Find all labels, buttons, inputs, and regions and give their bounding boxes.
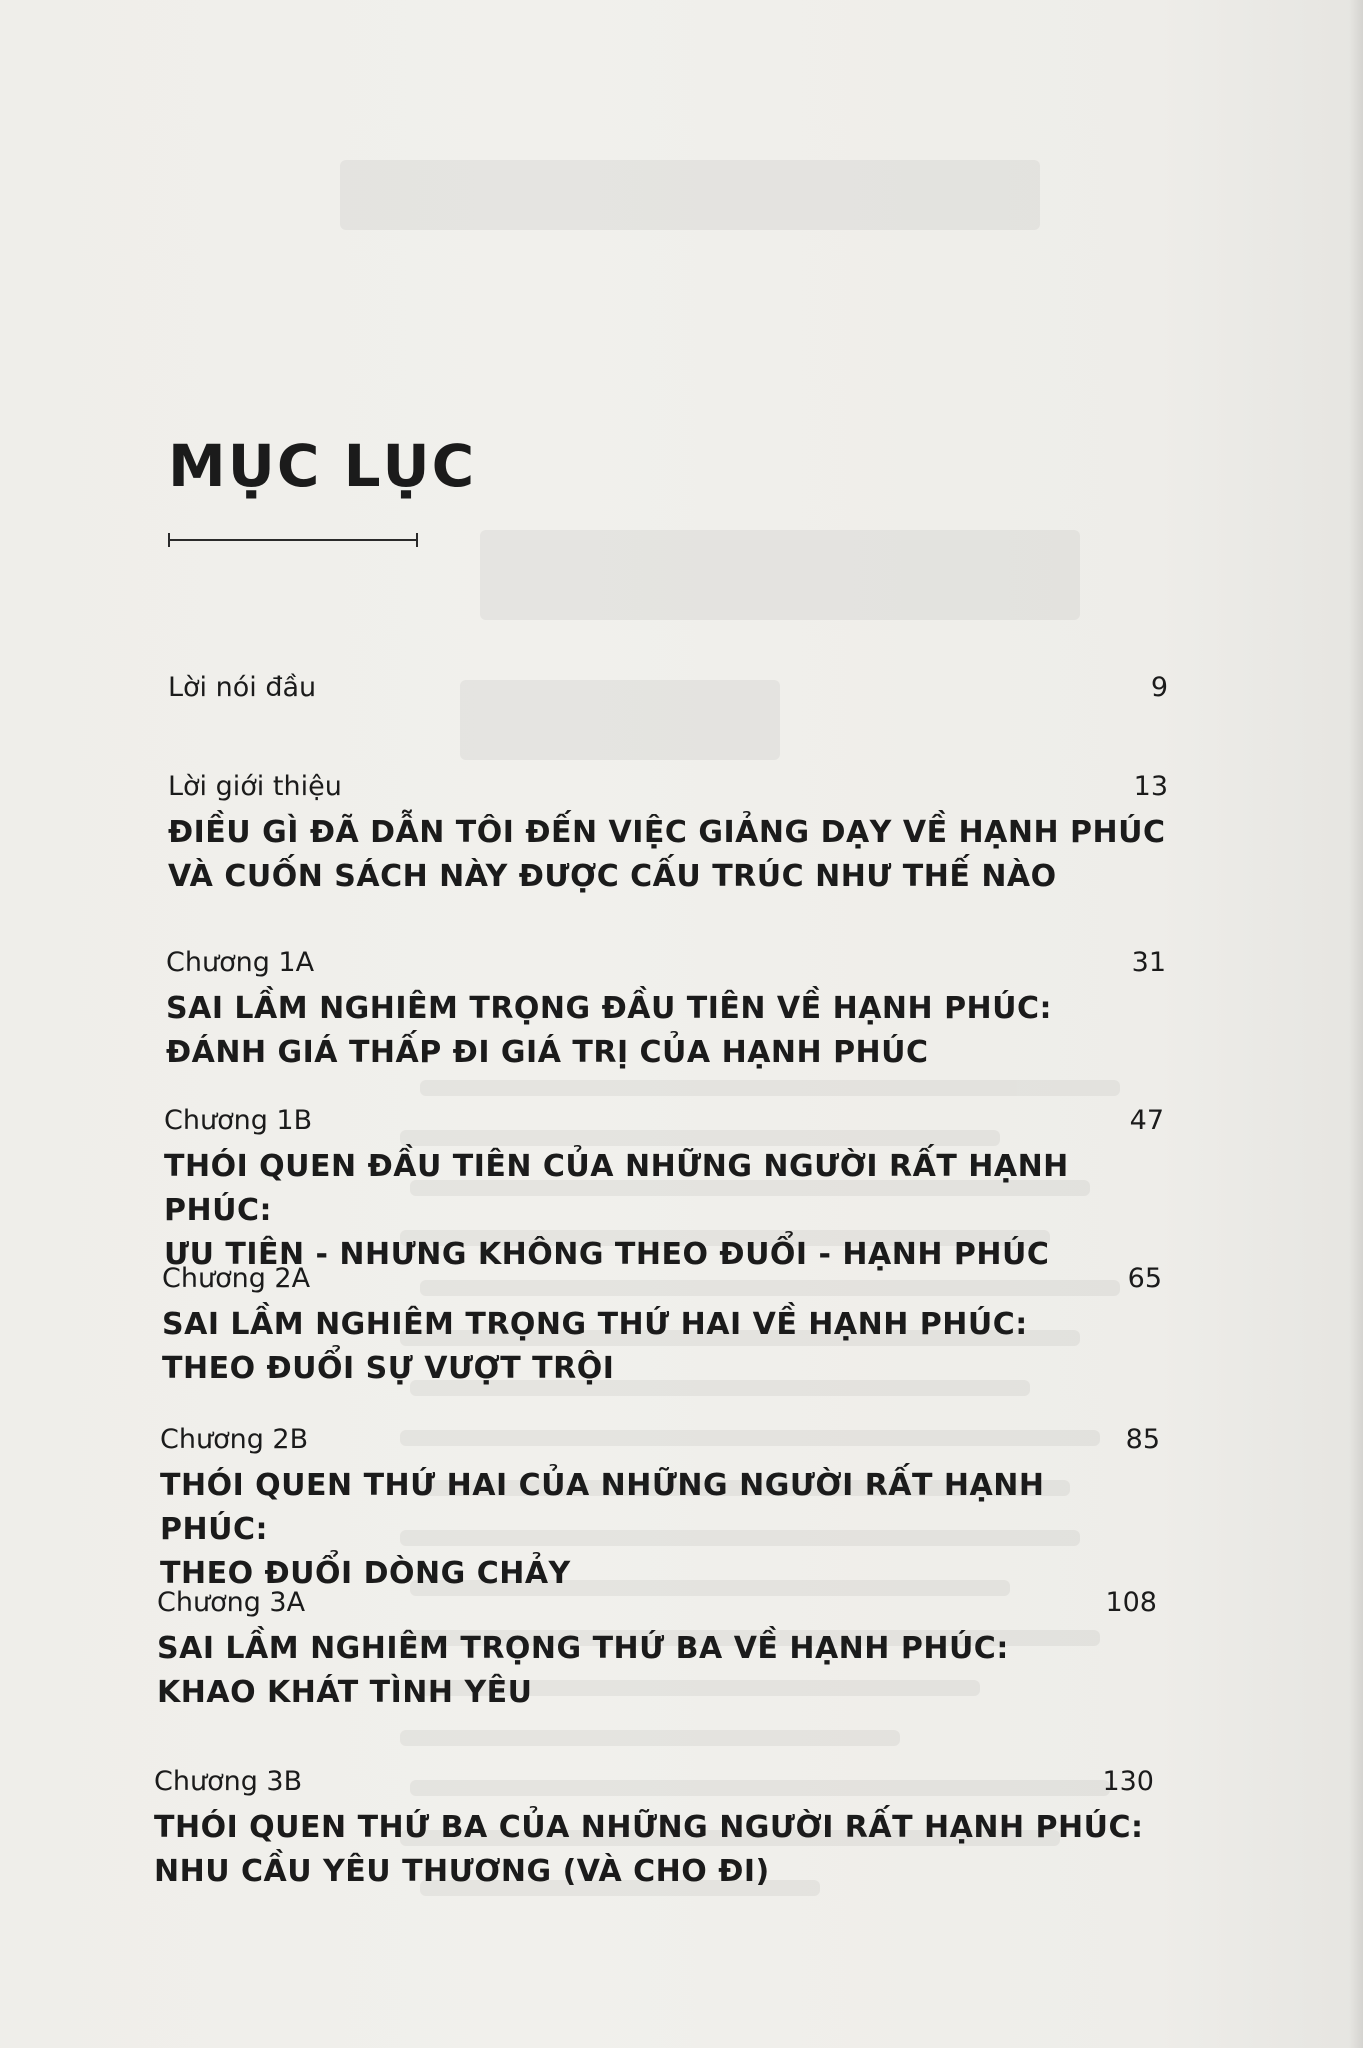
toc-entry-heading [154,1806,1154,1894]
heading-line: SAI LẦM NGHIÊM TRỌNG THỨ BA VỀ HẠNH PHÚC: [157,1631,1009,1666]
heading-line: ĐÁNH GIÁ THẤP ĐI GIÁ TRỊ CỦA HẠNH PHÚC [166,1035,929,1070]
toc-entry-page: 65 [1127,1263,1162,1294]
toc-entry-chapter-3b [154,1764,1154,1894]
page-edge-shadow [1349,0,1363,2048]
toc-entry-label: Chương 2B [160,1424,309,1455]
toc-entry-page: 31 [1131,947,1166,978]
toc-entry-label: Chương 1B [164,1105,313,1136]
toc-entry-page: 108 [1105,1587,1157,1618]
toc-entry-label: Chương 3B [154,1766,303,1797]
title-divider [168,539,418,541]
toc-entry-page: 9 [1150,672,1168,703]
toc-entry-label: Chương 3A [157,1587,306,1618]
toc-entry-introduction [168,769,1168,899]
toc-entry-chapter-2a [162,1261,1162,1391]
toc-entry-heading [168,811,1168,899]
heading-line: THÓI QUEN THỨ BA CỦA NHỮNG NGƯỜI RẤT HẠNH PHÚC: [154,1810,1144,1845]
toc-entry-chapter-1b [164,1103,1164,1277]
toc-entry-chapter-1a [166,945,1166,1075]
toc-entry-label: Lời giới thiệu [168,771,342,802]
toc-entry-preface [168,670,1168,706]
toc-entry-page: 47 [1129,1105,1164,1136]
toc-entry-heading [164,1145,1164,1277]
toc-entry-label: Chương 1A [166,947,315,978]
toc-entry-chapter-3a [157,1585,1157,1715]
toc-entry-page: 13 [1133,771,1168,802]
page-title: MỤC LỤC [168,432,477,500]
toc-entry-chapter-2b [160,1422,1160,1596]
heading-line: THEO ĐUỔI DÒNG CHẢY [160,1556,571,1591]
toc-entry-label: Chương 2A [162,1263,311,1294]
heading-line: THÓI QUEN THỨ HAI CỦA NHỮNG NGƯỜI RẤT HẠNH PHÚC: [160,1468,1045,1547]
heading-line: NHU CẦU YÊU THƯƠNG (VÀ CHO ĐI) [154,1854,770,1889]
heading-line: SAI LẦM NGHIÊM TRỌNG ĐẦU TIÊN VỀ HẠNH PHÚC: [166,991,1053,1026]
heading-line: THÓI QUEN ĐẦU TIÊN CỦA NHỮNG NGƯỜI RẤT HẠNH PHÚC: [164,1149,1069,1228]
toc-entry-heading [166,987,1166,1075]
toc-entry-page: 85 [1125,1424,1160,1455]
heading-line: KHAO KHÁT TÌNH YÊU [157,1675,533,1710]
toc-entry-heading [157,1627,1157,1715]
toc-entry-heading [162,1303,1162,1391]
heading-line: SAI LẦM NGHIÊM TRỌNG THỨ HAI VỀ HẠNH PHÚC: [162,1307,1028,1342]
toc-entry-heading [160,1464,1160,1596]
toc-entry-page: 130 [1102,1766,1154,1797]
heading-line: ĐIỀU GÌ ĐÃ DẪN TÔI ĐẾN VIỆC GIẢNG DẠY VỀ HẠNH PHÚC [168,815,1166,850]
toc-entry-label: Lời nói đầu [168,672,317,703]
heading-line: THEO ĐUỔI SỰ VƯỢT TRỘI [162,1351,615,1386]
heading-line: ƯU TIÊN - NHƯNG KHÔNG THEO ĐUỔI - HẠNH PHÚC [164,1237,1050,1272]
heading-line: VÀ CUỐN SÁCH NÀY ĐƯỢC CẤU TRÚC NHƯ THẾ NÀO [168,859,1057,894]
